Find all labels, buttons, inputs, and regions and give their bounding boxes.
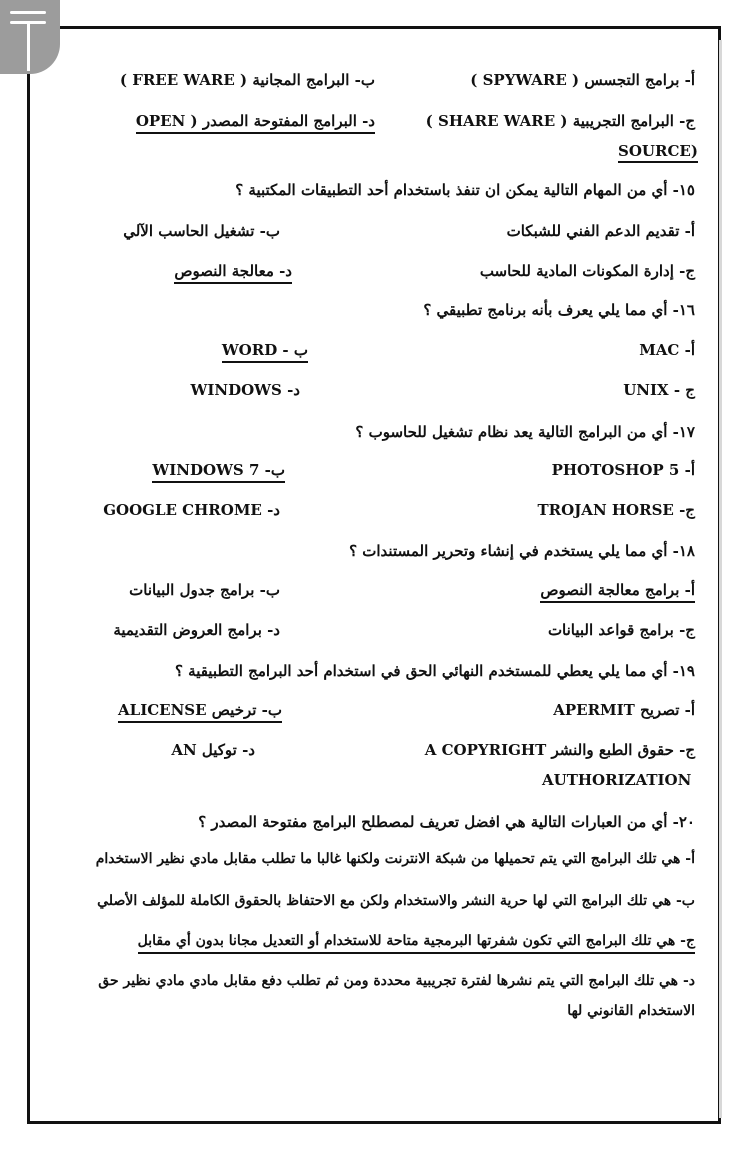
q15-option-a: أ- تقديم الدعم الفني للشبكات: [506, 222, 695, 240]
q15-option-d: د- معالجة النصوص: [174, 262, 292, 284]
q18-option-c: ج- برامج قواعد البيانات: [547, 621, 695, 639]
q20-option-d-continued: الاستخدام القانوني لها: [567, 1003, 695, 1019]
q17-option-b: ب- WINDOWS 7: [152, 461, 285, 483]
q14-option-a: أ- برامج التجسس ( SPYWARE ): [470, 71, 695, 89]
q19-option-c: ج- حقوق الطبع والنشر A COPYRIGHT: [424, 741, 695, 759]
q16-option-d: د- WINDOWS: [190, 381, 300, 399]
q17-option-a: أ- PHOTOSHOP 5: [551, 461, 695, 479]
q17-option-d: د- GOOGLE CHROME: [103, 501, 280, 519]
q18-question: ١٨- أي مما يلي يستخدم في إنشاء وتحرير المستندات ؟: [349, 542, 695, 560]
page-border-shadow: [719, 40, 722, 1118]
q14-option-d: د- البرامج المفتوحة المصدر ( OPEN: [136, 112, 375, 134]
q19-option-d: د- توكيل AN: [171, 741, 255, 759]
q15-option-b: ب- تشغيل الحاسب الآلي: [123, 222, 280, 240]
q14-option-c: ج- البرامج التجريبية ( SHARE WARE ): [425, 112, 695, 130]
q20-question: ٢٠- أي من العبارات التالية هي افضل تعريف لمصطلح البرامج مفتوحة المصدر ؟: [198, 813, 695, 831]
menu-icon-stem: [27, 21, 30, 71]
q20-option-a: أ- هي تلك البرامج التي يتم تحميلها من شبكة الانترنت ولكنها غالبا ما تطلب مقابل مادي نظير الاستخدام: [95, 851, 695, 867]
q17-option-c: ج- TROJAN HORSE: [537, 501, 695, 519]
q15-question: ١٥- أي من المهام التالية يمكن ان تنفذ باستخدام أحد التطبيقات المكتبية ؟: [235, 181, 695, 199]
q16-option-b: ب - WORD: [222, 341, 308, 363]
q18-option-d: د- برامج العروض التقديمية: [113, 621, 280, 639]
menu-button[interactable]: [0, 0, 60, 74]
q17-question: ١٧- أي من البرامج التالية يعد نظام تشغيل للحاسوب ؟: [355, 423, 695, 441]
q19-option-c-continued: AUTHORIZATION: [542, 771, 692, 789]
q18-option-a: أ- برامج معالجة النصوص: [540, 581, 695, 603]
q20-option-b: ب- هي تلك البرامج التي لها حرية النشر والاستخدام ولكن مع الاحتفاظ بالحقوق الكاملة للمؤلف الأصلي: [97, 893, 695, 909]
q20-option-c: ج- هي تلك البرامج التي تكون شفرتها البرمجية متاحة للاستخدام أو التعديل مجانا بدون أي مقابل: [138, 932, 695, 954]
q14-option-d-continued: SOURCE): [618, 142, 698, 163]
q20-option-d: د- هي تلك البرامج التي يتم نشرها لفترة تجريبية محددة ومن ثم تطلب دفع مقابل مادي مادي نظير حق: [98, 973, 695, 989]
q18-option-b: ب- برامج جدول البيانات: [129, 581, 280, 599]
q15-option-c: ج- إدارة المكونات المادية للحاسب: [479, 262, 695, 280]
q16-option-a: أ- MAC: [639, 341, 695, 359]
q19-option-a: أ- تصريح APERMIT: [553, 701, 695, 719]
q16-question: ١٦- أي مما يلي يعرف بأنه برنامج تطبيقي ؟: [423, 301, 695, 319]
menu-icon: [10, 11, 46, 14]
q19-question: ١٩- أي مما يلي يعطي للمستخدم النهائي الحق في استخدام أحد البرامج التطبيقية ؟: [174, 662, 695, 680]
q14-option-b: ب- البرامج المجانية ( FREE WARE ): [119, 71, 375, 89]
q19-option-b: ب- ترخيص ALICENSE: [118, 701, 282, 723]
q16-option-c: ج - UNIX: [623, 381, 695, 399]
